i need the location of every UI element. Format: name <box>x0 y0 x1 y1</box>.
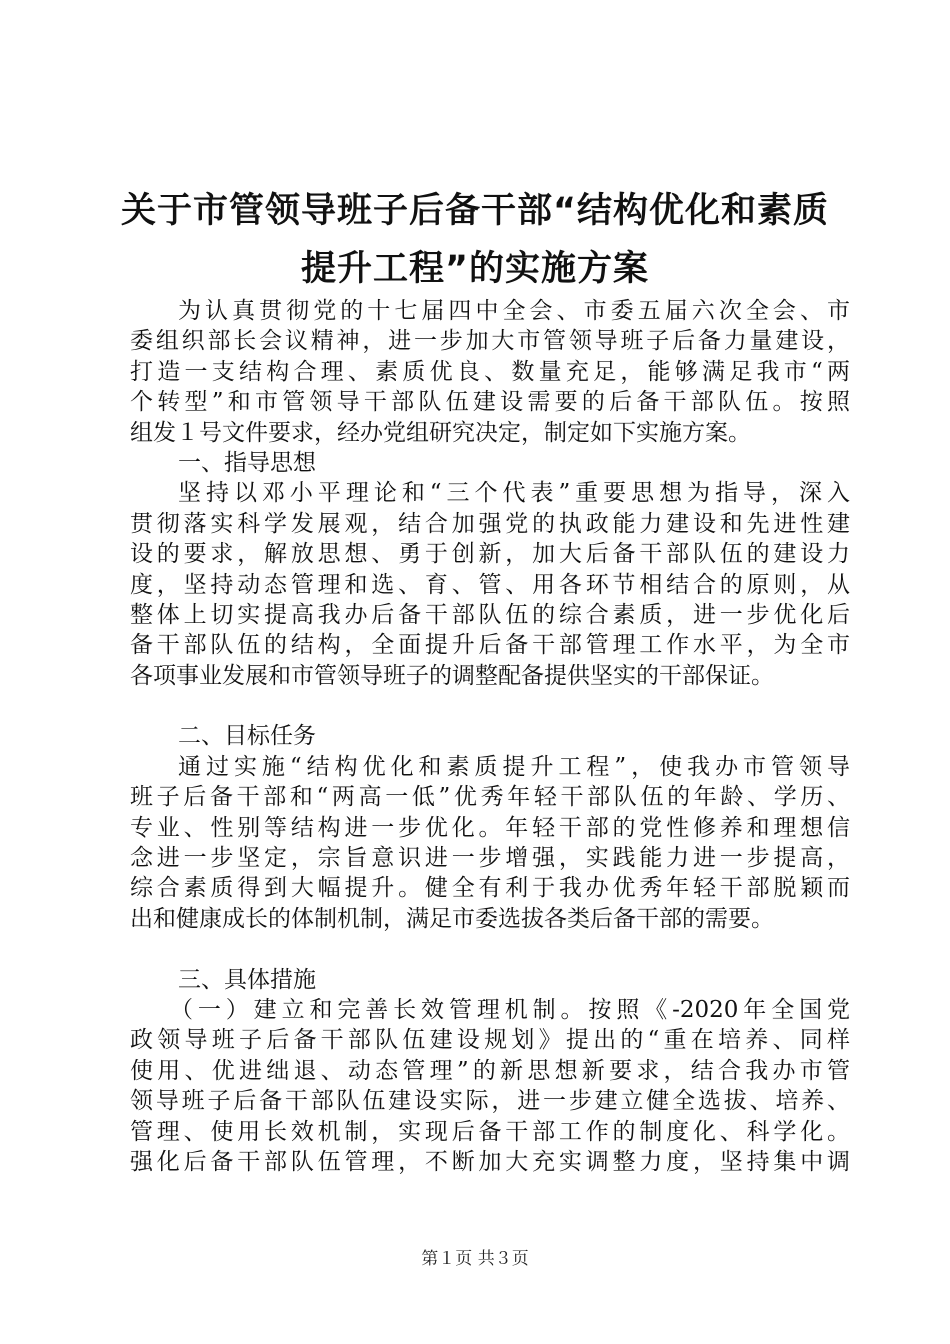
intro-line: 委组织部长会议精神，进一步加大市管领导班子后备力量建设， <box>130 328 850 355</box>
section2-line: 综合素质得到大幅提升。健全有利于我办优秀年轻干部脱颖而 <box>130 875 850 902</box>
section3-line: 强化后备干部队伍管理，不断加大充实调整力度，坚持集中调 <box>130 1148 850 1175</box>
paragraph-spacer <box>130 691 850 721</box>
section-heading-guiding-ideology: 一、指导思想 <box>178 449 316 476</box>
section3-line: 政领导班子后备干部队伍建设规划》提出的“重在培养、同样 <box>130 1027 850 1054</box>
section1-line: 整体上切实提高我办后备干部队伍的综合素质，进一步优化后 <box>130 601 850 628</box>
intro-line: 个转型”和市管领导干部队伍建设需要的后备干部队伍。按照 <box>130 389 850 416</box>
intro-line: 组发１号文件要求，经办党组研究决定，制定如下实施方案。 <box>130 419 751 446</box>
intro-line: 为认真贯彻党的十七届四中全会、市委五届六次全会、市 <box>178 298 850 324</box>
section1-line: 度，坚持动态管理和选、育、管、用各环节相结合的原则，从 <box>130 571 850 598</box>
section2-line: 出和健康成长的体制机制，满足市委选拔各类后备干部的需要。 <box>130 905 774 932</box>
section1-line: 坚持以邓小平理论和“三个代表”重要思想为指导，深入 <box>178 480 850 507</box>
section1-line: 贯彻落实科学发展观，结合加强党的执政能力建设和先进性建 <box>130 510 850 537</box>
paragraph-spacer <box>130 934 850 964</box>
section2-line: 念进一步坚定，宗旨意识进一步增强，实践能力进一步提高， <box>130 845 850 872</box>
section2-line: 班子后备干部和“两高一低”优秀年轻干部队伍的年龄、学历、 <box>130 784 850 811</box>
section3-line: 管理、使用长效机制，实现后备干部工作的制度化、科学化。 <box>130 1118 850 1145</box>
document-title-line-2: 提升工程”的实施方案 <box>300 249 649 289</box>
section-heading-specific-measures: 三、具体措施 <box>178 966 316 993</box>
section3-line: 领导班子后备干部队伍建设实际，进一步建立健全选拔、培养、 <box>130 1088 850 1115</box>
intro-line: 打造一支结构合理、素质优良、数量充足，能够满足我市“两 <box>130 358 850 385</box>
section1-line: 备干部队伍的结构，全面提升后备干部管理工作水平，为全市 <box>130 632 850 659</box>
section3-line: 使用、优进绌退、动态管理”的新思想新要求，结合我办市管 <box>130 1057 850 1084</box>
section2-line: 通过实施“结构优化和素质提升工程”，使我办市管领导 <box>178 753 850 780</box>
section2-line: 专业、性别等结构进一步优化。年轻干部的党性修养和理想信 <box>130 814 850 841</box>
section3-line: （一）建立和完善长效管理机制。按照《-2020年全国党 <box>170 996 850 1023</box>
section1-line: 各项事业发展和市管领导班子的调整配备提供坚实的干部保证。 <box>130 662 774 689</box>
document-title-line-1: 关于市管领导班子后备干部“结构优化和素质 <box>120 191 829 231</box>
section1-line: 设的要求，解放思想、勇于创新，加大后备干部队伍的建设力 <box>130 541 850 568</box>
page-footer: 第１页 共３页 <box>421 1249 529 1269</box>
document-body <box>130 296 850 1177</box>
section-heading-goals-tasks: 二、目标任务 <box>178 723 316 750</box>
